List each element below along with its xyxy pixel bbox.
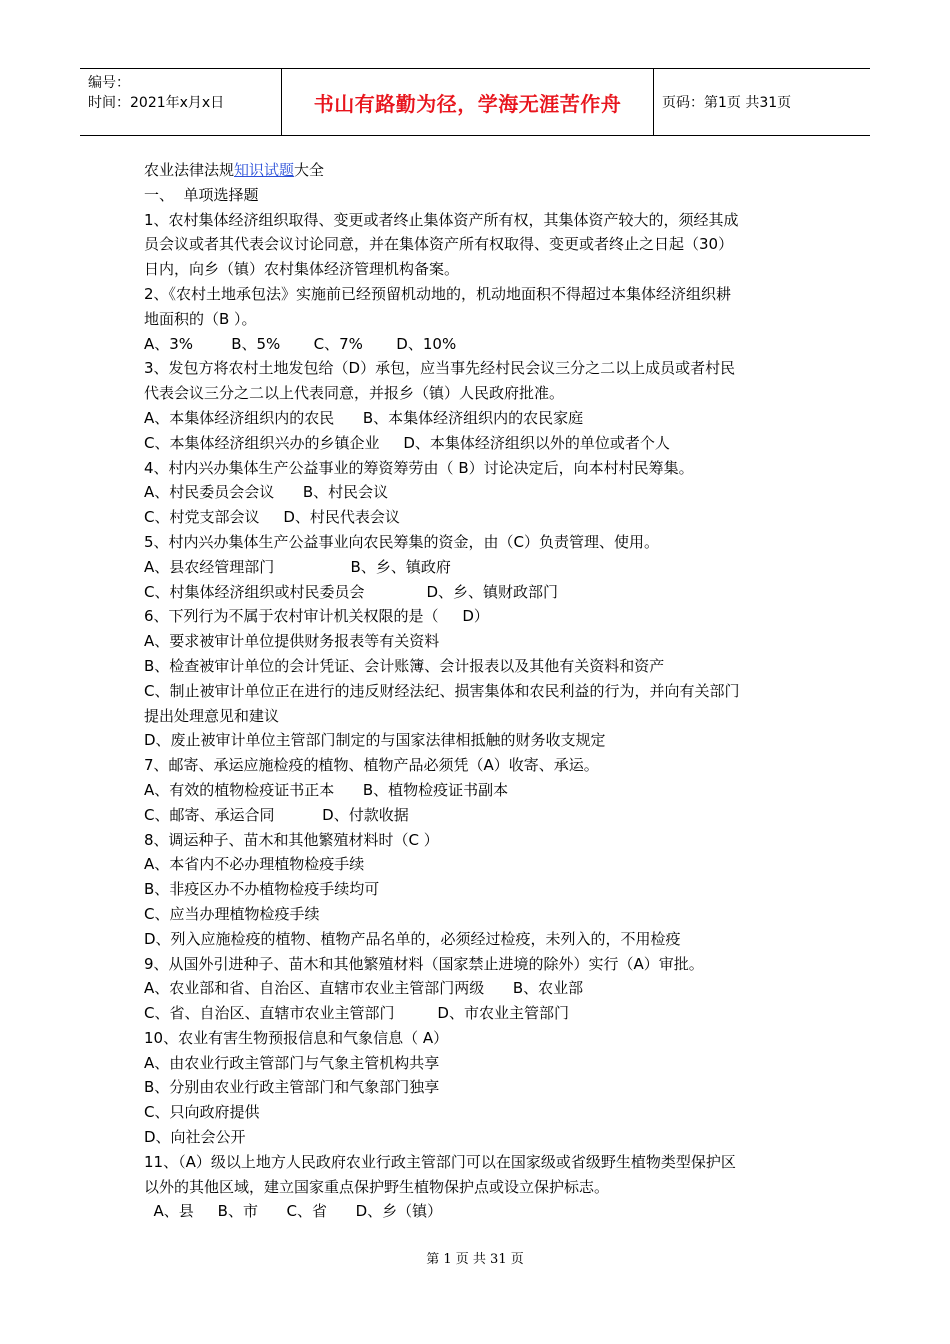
text-line: 日内，向乡（镇）农村集体经济管理机构备案。 [144, 260, 460, 279]
text-line: A、农业部和省、自治区、直辖市农业主管部门两级 B、农业部 [144, 979, 584, 998]
text-line: 10、农业有害生物预报信息和气象信息（ A） [144, 1028, 449, 1047]
document-body [144, 158, 812, 1224]
text-line: C、村党支部会议 D、村民代表会议 [144, 508, 400, 527]
document-title [144, 158, 812, 183]
text-line: 提出处理意见和建议 [144, 706, 280, 725]
text-line: D、废止被审计单位主管部门制定的与国家法律相抵触的财务收支规定 [144, 731, 606, 750]
text-line: A、3% B、5% C、7% D、10% [144, 334, 457, 353]
code-label: 编号： [88, 75, 130, 91]
text-line: C、应当办理植物检疫手续 [144, 904, 320, 923]
text-line: D、向社会公开 [144, 1128, 246, 1147]
text-line: C、省、自治区、直辖市农业主管部门 D、市农业主管部门 [144, 1004, 569, 1023]
title-suffix: 大全 [294, 161, 325, 179]
motto-text: 书山有路勤为径，学海无涯苦作舟 [313, 91, 622, 116]
text-line: D、列入应施检疫的植物、植物产品名单的，必须经过检疫，未列入的，不用检疫 [144, 929, 681, 948]
text-line: 7、邮寄、承运应施检疫的植物、植物产品必须凭（A）收寄、承运。 [144, 756, 599, 775]
text-line: 6、下列行为不属于农村审计机关权限的是（ D） [144, 607, 489, 626]
text-line: A、要求被审计单位提供财务报表等有关资料 [144, 632, 440, 651]
text-line: 3、发包方将农村土地发包给（D）承包，应当事先经村民会议三分之二以上成员或者村民 [144, 359, 736, 378]
text-line: C、本集体经济组织兴办的乡镇企业 D、本集体经济组织以外的单位或者个人 [144, 433, 670, 452]
text-line: 一、 单项选择题 [144, 185, 259, 204]
header-page-cell [654, 69, 870, 135]
page-header [80, 68, 870, 136]
text-line: 9、从国外引进种子、苗木和其他繁殖材料（国家禁止进境的除外）实行（A）审批。 [144, 954, 704, 973]
header-motto-cell [282, 69, 654, 135]
header-meta-cell [80, 69, 282, 135]
text-line: A、县 B、市 C、省 D、乡（镇） [144, 1202, 443, 1221]
text-line: A、由农业行政主管部门与气象主管机构共享 [144, 1053, 440, 1072]
time-label: 时间：2021年x月x日 [88, 95, 225, 111]
text-line: 11、（A）级以上地方人民政府农业行政主管部门可以在国家级或省级野生植物类型保护区 [144, 1152, 736, 1171]
page-info: 页码：第1页 共31页 [662, 95, 792, 111]
page-footer: 第 1 页 共 31 页 [426, 1252, 524, 1267]
text-line: 8、调运种子、苗木和其他繁殖材料时（C ） [144, 830, 439, 849]
text-line: 以外的其他区域，建立国家重点保护野生植物保护点或设立保护标志。 [144, 1177, 610, 1196]
text-line: B、分别由农业行政主管部门和气象部门独享 [144, 1078, 440, 1097]
text-line: C、制止被审计单位正在进行的违反财经法纪、损害集体和农民利益的行为，并向有关部门 [144, 681, 740, 700]
text-line: 员会议或者其代表会议讨论同意，并在集体资产所有权取得、变更或者终止之日起（30） [144, 235, 734, 254]
text-line: B、非疫区办不办植物检疫手续均可 [144, 880, 380, 899]
title-prefix: 农业法律法规 [144, 161, 235, 179]
text-line: 5、村内兴办集体生产公益事业向农民筹集的资金，由（C）负责管理、使用。 [144, 532, 660, 551]
text-line: A、本集体经济组织内的农民 B、本集体经济组织内的农民家庭 [144, 408, 584, 427]
text-line: B、检查被审计单位的会计凭证、会计账簿、会计报表以及其他有关资料和资产 [144, 656, 665, 675]
text-line: 4、村内兴办集体生产公益事业的筹资筹劳由（ B）讨论决定后，向本村村民筹集。 [144, 458, 694, 477]
text-line: 2、《农村土地承包法》实施前已经预留机动地的，机动地面积不得超过本集体经济组织耕 [144, 284, 732, 303]
text-line: C、只向政府提供 [144, 1103, 260, 1122]
text-line: C、村集体经济组织或村民委员会 D、乡、镇财政部门 [144, 582, 559, 601]
text-line: A、有效的植物检疫证书正本 B、植物检疫证书副本 [144, 780, 509, 799]
text-line: 代表会议三分之二以上代表同意，并报乡（镇）人民政府批准。 [144, 384, 565, 403]
text-line: A、村民委员会会议 B、村民会议 [144, 483, 389, 502]
question-lines [144, 183, 812, 1224]
text-line: 地面积的（B ）。 [144, 309, 257, 328]
title-link[interactable]: 知识试题 [234, 161, 295, 179]
text-line: A、本省内不必办理植物检疫手续 [144, 855, 365, 874]
text-line: 1、农村集体经济组织取得、变更或者终止集体资产所有权，其集体资产较大的，须经其成 [144, 210, 739, 229]
text-line: C、邮寄、承运合同 D、付款收据 [144, 805, 409, 824]
text-line: A、县农经管理部门 B、乡、镇政府 [144, 557, 451, 576]
